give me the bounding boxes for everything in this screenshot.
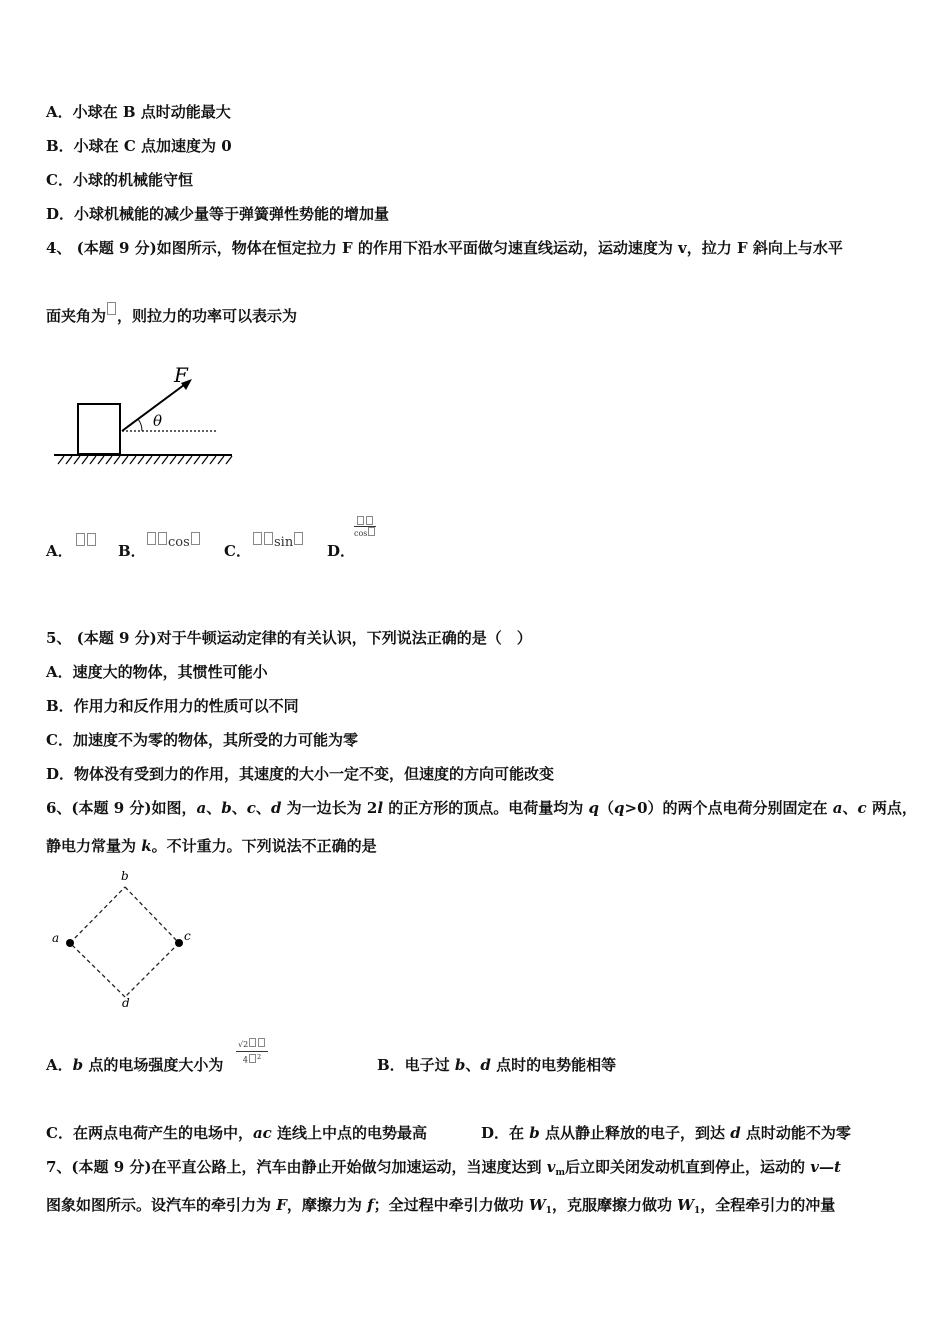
q7-stem-line2: 图象如图所示。设汽车的牵引力为 F，摩擦力为 f；全过程中牵引力做功 $W_1$，克服摩擦力做功 $W_1$，全程牵引力的冲量 [46, 1196, 836, 1216]
q5-option-a: A．速度大的物体，其惯性可能小 [46, 663, 268, 681]
q5-option-c: C．加速度不为零的物体，其所受的力可能为零 [46, 731, 358, 749]
q7-stem-line1: 7、(本题 9 分)在平直公路上，汽车由静止开始做匀加速运动，当速度达到 $v_m$后立即关闭发动机直到停止，运动的 v—t [46, 1158, 841, 1178]
ground-hatching [58, 456, 232, 464]
missing-glyph-icon [76, 533, 85, 546]
q3-option-c: C．小球的机械能守恒 [46, 171, 193, 189]
q4-option-a-formula [75, 532, 97, 552]
q4-option-a-label: A． [46, 542, 73, 560]
q6-square-figure [46, 866, 206, 1012]
q5-option-b: B．作用力和反作用力的性质可以不同 [46, 697, 299, 715]
block [78, 404, 120, 454]
q3-option-d: D．小球机械能的减少量等于弹簧弹性势能的增加量 [46, 205, 390, 223]
charge-a [66, 939, 74, 947]
q4-force-figure [50, 360, 240, 470]
q6-stem-line2: 静电力常量为 k。不计重力。下列说法不正确的是 [46, 837, 377, 855]
q5-stem: 5、 (本题 9 分)对于牛顿运动定律的有关认识，下列说法正确的是（ ） [46, 629, 532, 647]
q6-option-b: B．电子过 b、d 点时的电势能相等 [377, 1056, 617, 1074]
q4-stem-line1: 4、 (本题 9 分)如图所示，物体在恒定拉力 F 的作用下沿水平面做匀速直线运动，运动速度为 v，拉力 F 斜向上与水平 [46, 239, 843, 257]
q4-option-d-fraction: cos [354, 515, 376, 539]
force-label: F [174, 363, 188, 387]
vertex-label-a: a [52, 931, 60, 945]
q3-option-b: B．小球在 C 点加速度为 0 [46, 137, 232, 155]
q4-option-d-label: D． [327, 542, 356, 560]
q3-option-a: A．小球在 B 点时动能最大 [46, 103, 231, 121]
square-edges [70, 887, 179, 997]
vertex-label-c: c [184, 929, 191, 943]
angle-arc [138, 419, 142, 431]
vertex-label-d: d [122, 996, 130, 1010]
missing-glyph-icon [87, 533, 96, 546]
q6-option-a-fraction: $\frac{√2}{4 ^2}$ [236, 1038, 268, 1066]
q4-option-c-formula: sin [252, 532, 304, 553]
q6-option-d: D．在 b 点从静止释放的电子，到达 d 点时动能不为零 [481, 1124, 851, 1142]
q4-option-b-formula: cos [146, 532, 201, 553]
missing-glyph-icon [107, 302, 116, 315]
vertex-label-b: b [121, 869, 129, 883]
q4-option-c-label: C． [224, 542, 251, 560]
q4-option-b-label: B． [118, 542, 146, 560]
q6-option-a: A．b 点的电场强度大小为 [46, 1056, 224, 1074]
q4-stem-line2: 面夹角为 ，则拉力的功率可以表示为 [46, 302, 297, 326]
q6-stem-line1: 6、(本题 9 分)如图，a、b、c、d 为一边长为 2l 的正方形的顶点。电荷量均为 q（q>0）的两个点电荷分别固定在 a、c 两点， [46, 799, 917, 817]
charge-c [175, 939, 183, 947]
angle-label: θ [153, 412, 163, 430]
q6-option-c: C．在两点电荷产生的电场中，ac 连线上中点的电势最高 [46, 1124, 428, 1142]
q5-option-d: D．物体没有受到力的作用，其速度的大小一定不变，但速度的方向可能改变 [46, 765, 555, 783]
